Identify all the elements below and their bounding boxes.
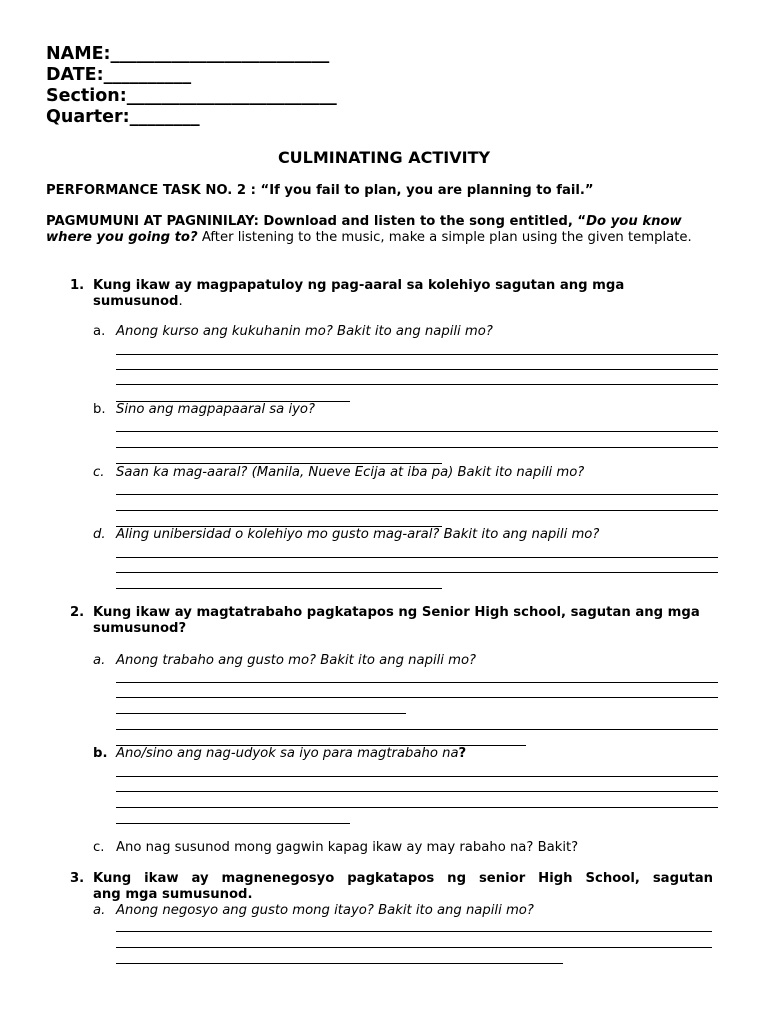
answer-line[interactable] [116,431,718,432]
item-letter: a. [93,903,106,918]
item-1b-text: Sino ang magpapaaral sa iyo? [116,402,315,417]
date-field[interactable]: DATE:__________ [46,65,192,85]
item-1d-text: Aling unibersidad o kolehiyo mo gusto mag-aral? Bakit ito ang napili mo? [116,527,600,542]
answer-line[interactable] [116,447,718,448]
item-2a-text: Anong trabaho ang gusto mo? Bakit ito ang napili mo? [116,653,477,668]
answer-line[interactable] [116,713,406,714]
answer-line[interactable] [116,588,442,589]
question-number: 1. [70,278,85,293]
question-3-line1: Kung ikaw ay magnenegosyo pagkatapos ng senior High School, sagutan [93,871,713,886]
answer-line[interactable] [116,510,718,511]
answer-line[interactable] [116,931,712,932]
student-info-header [46,44,337,128]
instructions [46,214,726,246]
answer-line[interactable] [116,557,718,558]
item-letter: a. [93,324,106,339]
answer-line[interactable] [116,572,718,573]
question-3-line2: ang mga sumusunod. [93,887,253,902]
item-1a-text: Anong kurso ang kukuhanin mo? Bakit ito ang napili mo? [116,324,493,339]
song-title: Do you know where you going to? [46,214,682,245]
answer-line[interactable] [116,791,718,792]
item-2b-text: Ano/sino ang nag-udyok sa iyo para magtrabaho na? [116,746,467,761]
instructions-text: After listening to the music, make a simple plan using the given template. [197,230,692,245]
item-letter: c. [93,840,105,855]
item-1c-text: Saan ka mag-aaral? (Manila, Nueve Ecija at iba pa) Bakit ito napili mo? [116,465,585,480]
performance-task [46,183,726,198]
quarter-field[interactable]: Quarter:________ [46,107,200,127]
answer-line[interactable] [116,697,718,698]
name-field[interactable]: NAME:_________________________ [46,44,330,64]
question-number: 2. [70,605,85,620]
item-letter: b. [93,402,106,417]
question-1-text: Kung ikaw ay magpapatuloy ng pag-aaral sa kolehiyo sagutan ang mga sumusunod. [93,278,625,309]
question-2-text: Kung ikaw ay magtatrabaho pagkatapos ng Senior High school, sagutan ang mga sumusunod? [93,605,700,636]
answer-line[interactable] [116,384,718,385]
item-3a-text: Anong negosyo ang gusto mong itayo? Bakit ito ang napili mo? [116,903,534,918]
item-letter: d. [93,527,106,542]
question-number: 3. [70,871,85,886]
answer-line[interactable] [116,947,712,948]
performance-task-label: PERFORMANCE TASK NO. 2 : [46,183,256,198]
answer-line[interactable] [116,369,718,370]
instructions-label: PAGMUMUNI AT PAGNINILAY: Download and listen to the song entitled, “ [46,214,587,229]
answer-line[interactable] [116,682,718,683]
answer-line[interactable] [116,494,718,495]
answer-line[interactable] [116,354,718,355]
performance-task-quote: “If you fail to plan, you are planning to fail.” [260,183,594,198]
section-field[interactable]: Section:________________________ [46,86,337,106]
page-title: CULMINATING ACTIVITY [277,148,491,167]
answer-line[interactable] [116,807,718,808]
item-2c-text: Ano nag susunod mong gagwin kapag ikaw ay may rabaho na? Bakit? [116,840,579,855]
answer-line[interactable] [116,463,442,464]
item-letter: c. [93,465,105,480]
answer-line[interactable] [116,823,350,824]
item-letter: b. [93,746,108,761]
item-letter: a. [93,653,106,668]
answer-line[interactable] [116,729,718,730]
answer-line[interactable] [116,776,718,777]
answer-line[interactable] [116,963,563,964]
